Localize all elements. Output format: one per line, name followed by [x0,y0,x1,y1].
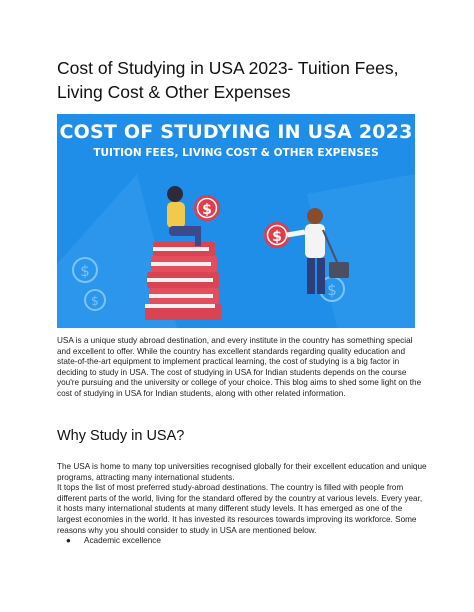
reasons-list [57,536,427,547]
svg-text:$: $ [80,262,90,280]
page-title: Cost of Studying in USA 2023- Tuition Fees, Living Cost & Other Expenses [57,58,399,102]
dollar-coin-icon [194,195,220,221]
svg-text:$: $ [202,202,212,218]
banner-subheading: TUITION FEES, LIVING COST & OTHER EXPENSES [93,147,379,159]
why-paragraph-1: The USA is home to many top universities recognised globally for their excellent education and unique programs, attracting many international students. [57,462,427,482]
banner-image [57,114,415,328]
why-section-body [57,462,427,547]
book-stack [145,242,221,320]
svg-text:$: $ [91,294,99,308]
list-item [57,536,427,547]
intro-paragraph: USA is a unique study abroad destination, and every institute in the country has something special and excellent to offer. While the country has excellent standards regarding quality education and state-of-the-art equipment to implement practical learning, the cost of studying is a big factor in deciding to study in USA. The cost of studying in USA for Indian students depends on the course you're pursuing and the university or college of your choice. This blog aims to shed some light on the cost of studying in USA for Indian students, along with other related information. [57,336,422,398]
why-paragraph-2: It tops the list of most preferred study-abroad destinations. The country is filled with people from different parts of the world, living for the standard offered by the country at various levels. Every year, it hosts many international students at many different study levels. It has emerged as one of the largest economies in the world. It has invested its resources towards improving its workforce. Some reasons why you should consider to study in USA are mentioned below. [57,483,423,535]
sitting-student [167,186,201,246]
dollar-coin-icon [264,222,290,248]
banner-heading: COST OF STUDYING IN USA 2023 [59,121,413,143]
section-heading-why-study: Why Study in USA? [57,428,185,444]
list-item-label: Academic excellence [84,536,161,546]
svg-text:$: $ [327,281,337,299]
bullet-icon: ● [66,536,71,546]
svg-text:$: $ [272,229,282,245]
